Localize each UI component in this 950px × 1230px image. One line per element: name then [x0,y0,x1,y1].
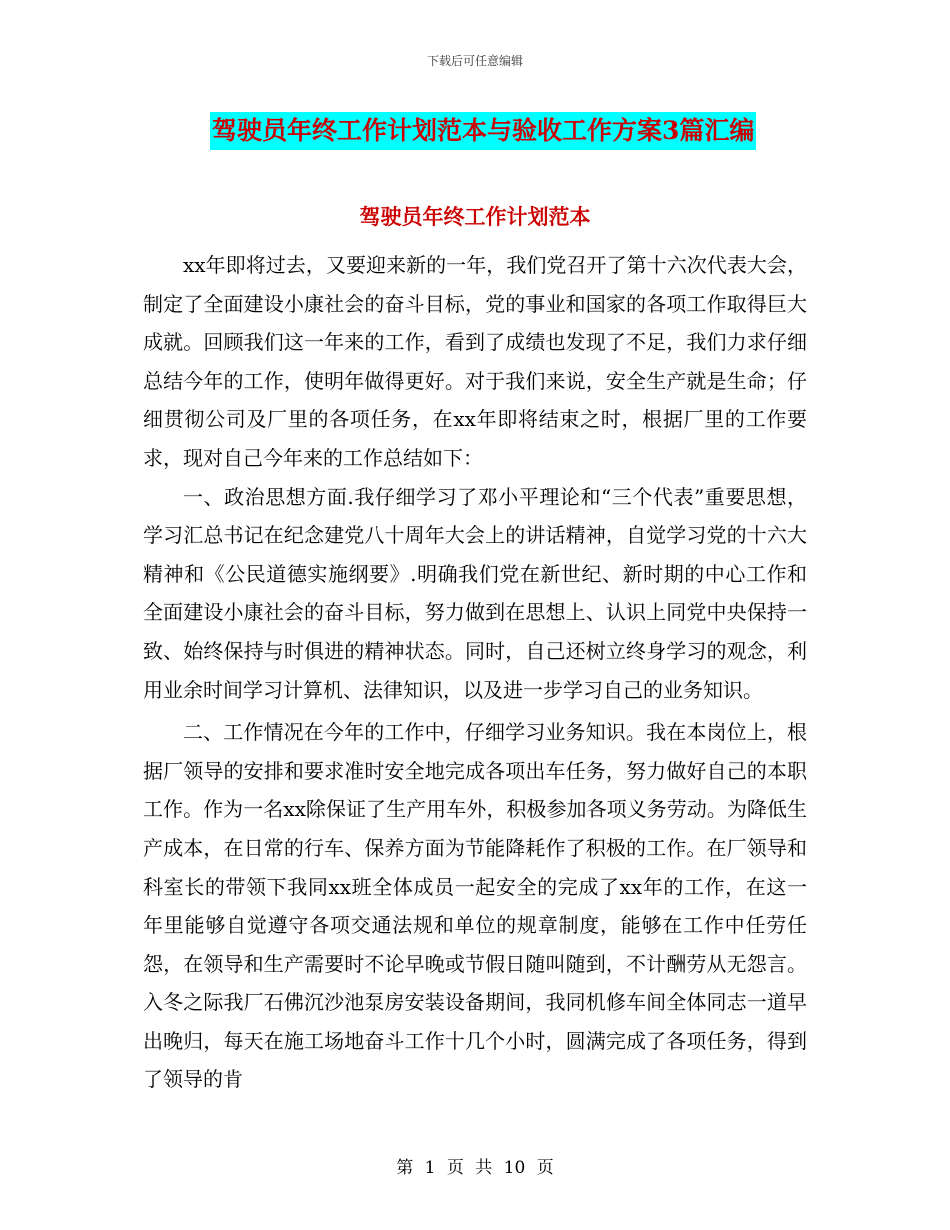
paragraph-work: 二、工作情况在今年的工作中，仔细学习业务知识。我在本岗位上，根据厂领导的安排和要求准时安全地完成各项出车任务，努力做好自己的本职工作。作为一名xx除保证了生产用车外，积极参加各项义务劳动。为降低生产成本，在日常的行车、保养方面为节能降耗作了积极的工作。在厂领导和科室长的带领下我同xx班全体成员一起安全的完成了xx年的工作，在这一年里能够自觉遵守各项交通法规和单位的规章制度，能够在工作中任劳任怨，在领导和生产需要时不论早晚或节假日随叫随到，不计酬劳从无怨言。入冬之际我厂石佛沉沙池泵房安装设备期间，我同机修车间全体同志一道早出晚归，每天在施工场地奋斗工作十几个小时，圆满完成了各项任务，得到了领导的肯 [143,720,807,1092]
paragraph-political: 一、政治思想方面.我仔细学习了邓小平理论和“三个代表”重要思想，学习汇总书记在纪念建党八十周年大会上的讲话精神，自觉学习党的十六大精神和《公民道德实施纲要》.明确我们党在新世纪、新时期的中心工作和全面建设小康社会的奋斗目标，努力做到在思想上、认识上同党中央保持一致、始终保持与时俱进的精神状态。同时，自己还树立终身学习的观念，利用业余时间学习计算机、法律知识，以及进一步学习自己的业务知识。 [143,484,807,702]
page-footer: 第 1 页 共 10 页 [396,1158,554,1178]
section-title: 驾驶员年终工作计划范本 [359,204,591,229]
paragraph-intro: xx年即将过去，又要迎来新的一年，我们党召开了第十六次代表大会，制定了全面建设小康社会的奋斗目标，党的事业和国家的各项工作取得巨大成就。回顾我们这一年来的工作，看到了成绩也发现了不足，我们力求仔细总结今年的工作，使明年做得更好。对于我们来说，安全生产就是生命；仔细贯彻公司及厂里的各项任务，在xx年即将结束之时，根据厂里的工作要求，现对自己今年来的工作总结如下： [143,253,807,470]
body-text [143,246,807,1099]
document-title: 驾驶员年终工作计划范本与验收工作方案3篇汇编 [210,112,756,150]
page-header-note: 下载后可任意编辑 [426,54,523,68]
